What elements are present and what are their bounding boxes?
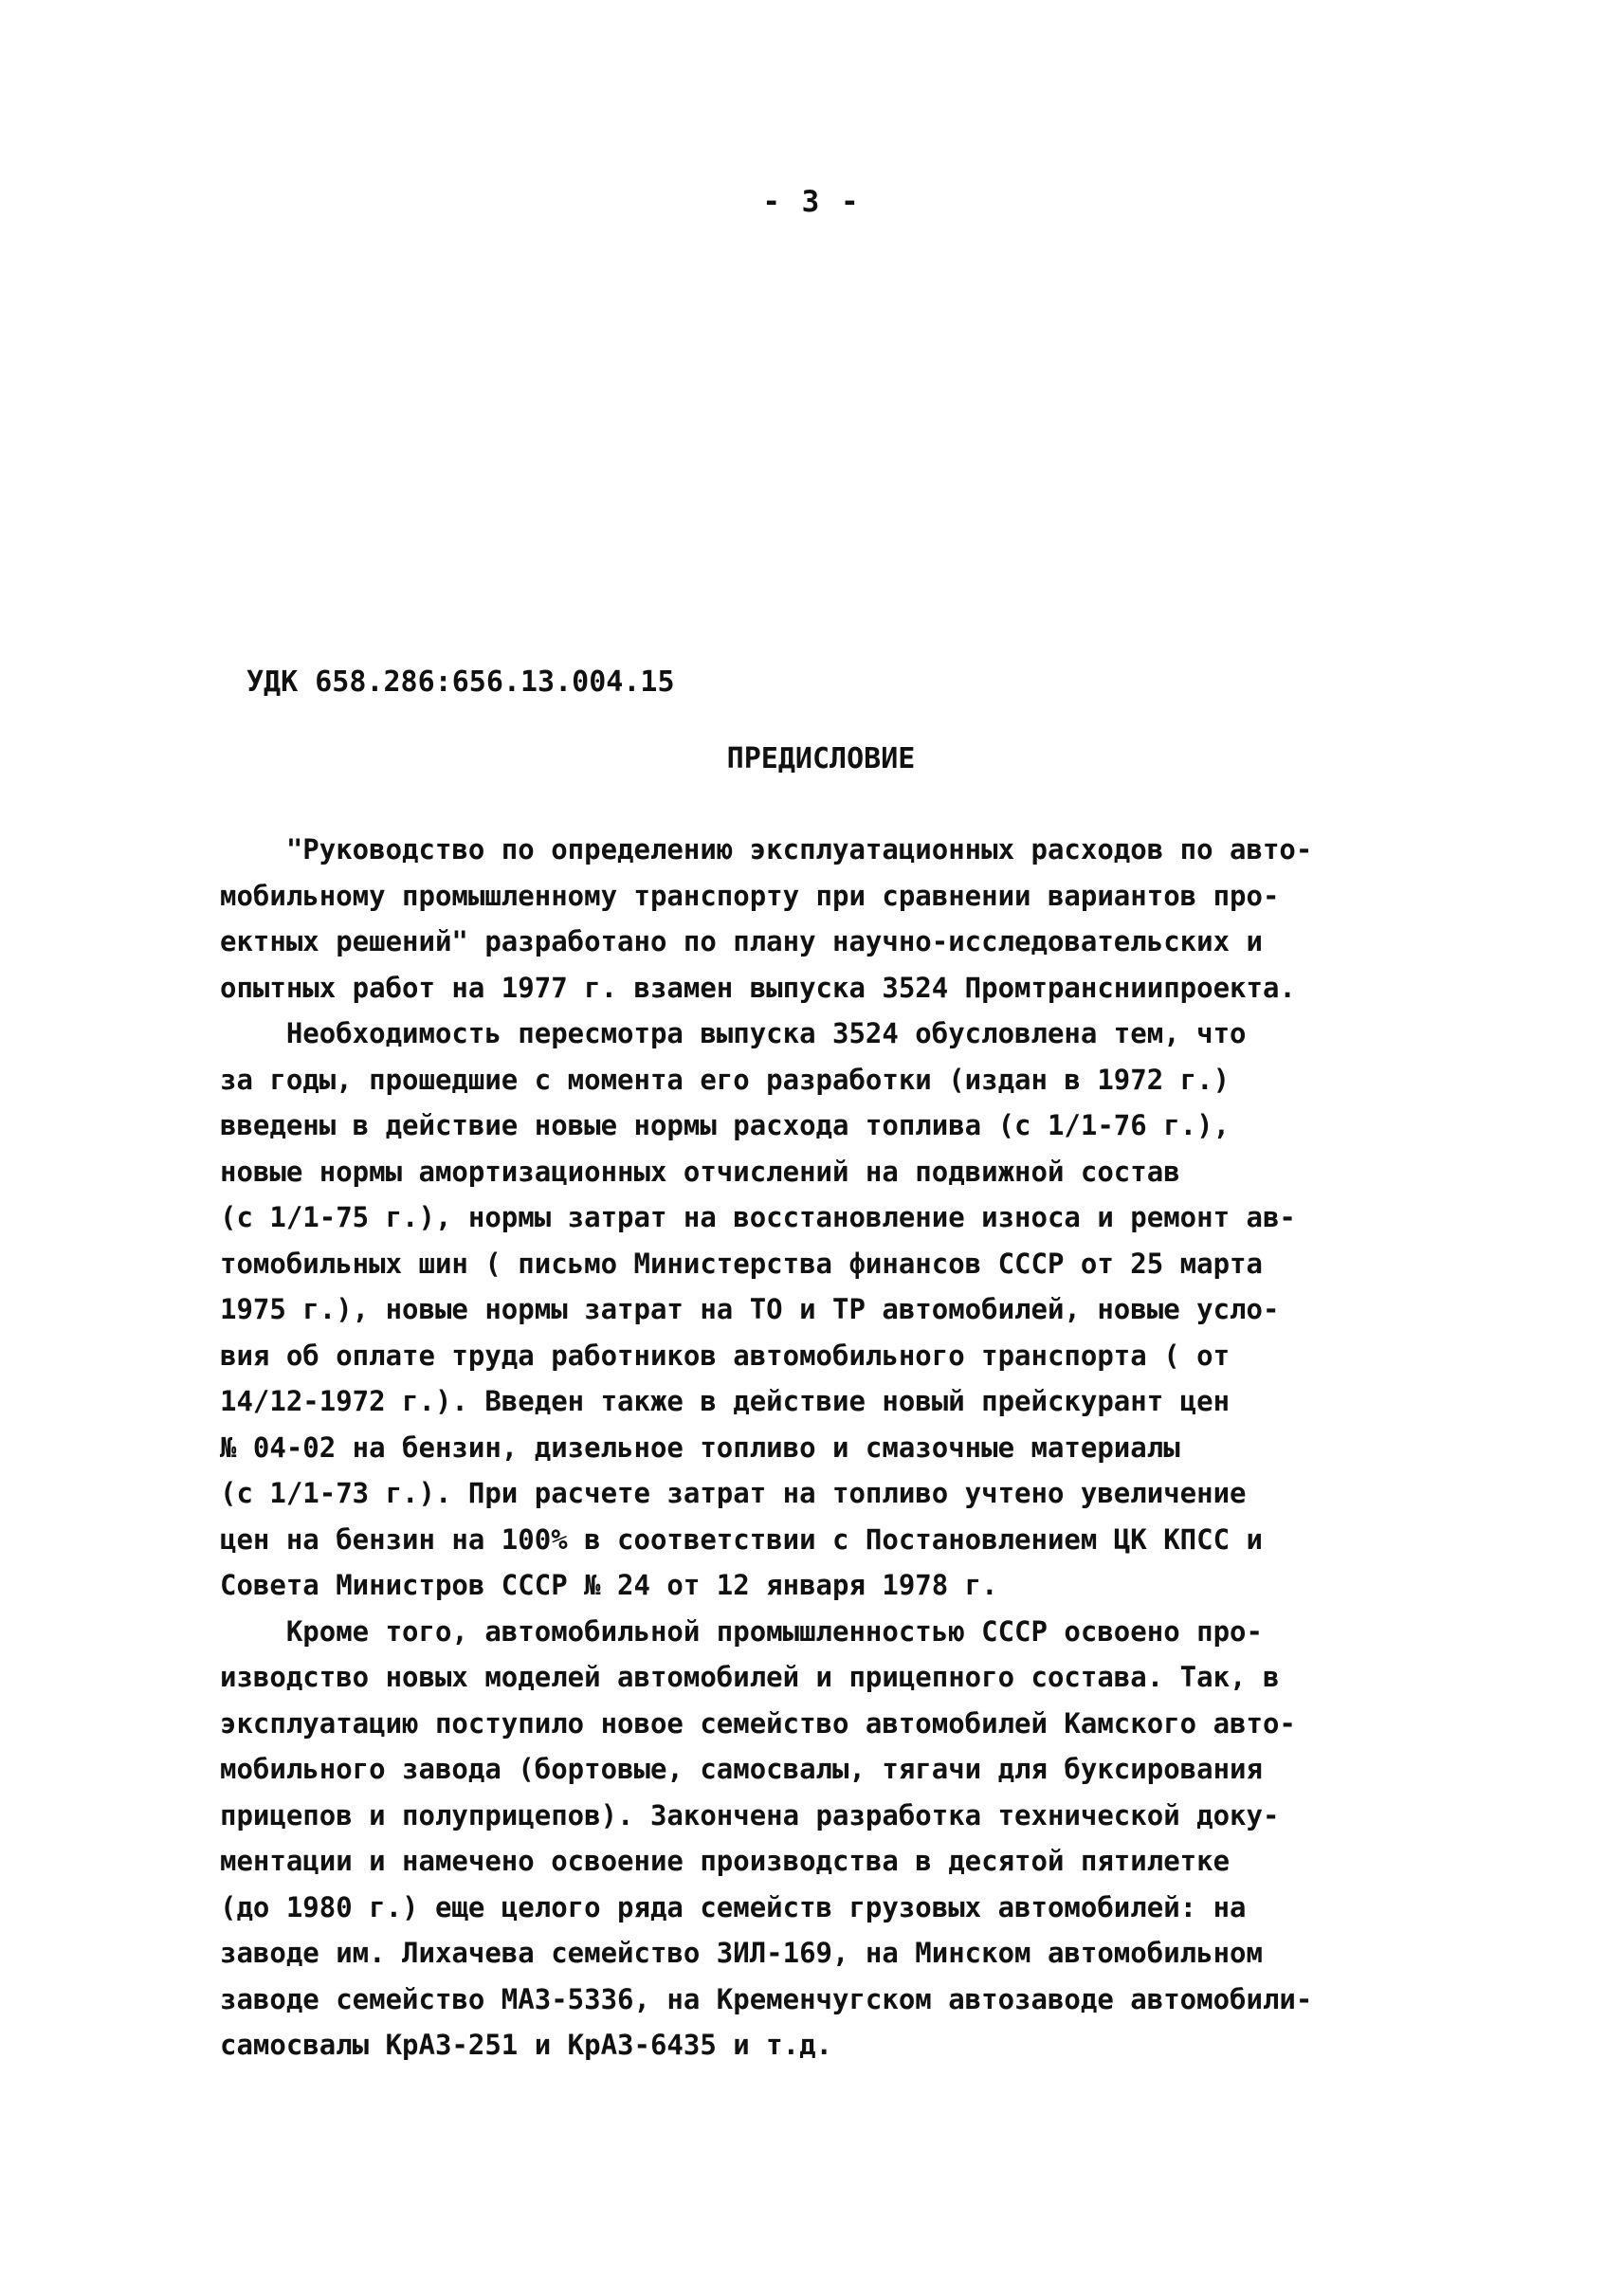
text-line: мобильного завода (бортовые, самосвалы, тягачи для буксирования <box>220 1753 1263 1785</box>
text-line: введены в действие новые нормы расхода топлива (с 1/1-76 г.), <box>220 1109 1231 1141</box>
text-line: 1975 г.), новые нормы затрат на ТО и ТР автомобилей, новые усло- <box>220 1293 1280 1325</box>
udc-code: УДК 658.286:656.13.004.15 <box>246 665 675 699</box>
text-line: изводство новых моделей автомобилей и прицепного состава. Так, в <box>220 1661 1280 1693</box>
text-line: эксплуатацию поступило новое семейство автомобилей Камского авто- <box>220 1706 1296 1740</box>
text-line: заводе им. Лихачева семейство ЗИЛ-169, на Минском автомобильном <box>220 1937 1263 1969</box>
text-line: № 04-02 на бензин, дизельное топливо и смазочные материалы <box>220 1430 1180 1464</box>
text-line: за годы, прошедшие с момента его разработки (издан в 1972 г.) <box>220 1063 1231 1096</box>
text-line: мобильному промышленному транспорту при сравнении вариантов про- <box>220 879 1280 912</box>
text-line: (с 1/1-73 г.). При расчете затрат на топливо учтено увеличение <box>220 1477 1247 1509</box>
text-line: цен на бензин на 100% в соответствии с Постановлением ЦК КПСС и <box>220 1522 1263 1556</box>
text-line: томобильных шин ( письмо Министерства финансов СССР от 25 марта <box>220 1247 1263 1280</box>
body-text <box>220 827 1443 2068</box>
text-line: "Руководство по определению эксплуатационных расходов по авто- <box>220 833 1313 866</box>
text-line: заводе семейство МАЗ-5336, на Кременчугском автозаводе автомобили- <box>220 1982 1313 2015</box>
text-line: прицепов и полуприцепов). Закончена разработка технической доку- <box>220 1798 1280 1831</box>
section-heading: ПРЕДИСЛОВИЕ <box>726 742 916 775</box>
text-line: (с 1/1-75 г.), нормы затрат на восстановление износа и ремонт ав- <box>220 1201 1296 1233</box>
text-line: Совета Министров СССР № 24 от 12 января 1978 г. <box>220 1569 998 1601</box>
text-line: новые нормы амортизационных отчислений на подвижной состав <box>220 1155 1180 1188</box>
text-line: (до 1980 г.) еще целого ряда семейств грузовых автомобилей: на <box>220 1890 1247 1923</box>
text-line: Необходимость пересмотра выпуска 3524 обусловлена тем, что <box>220 1017 1247 1049</box>
text-line: вия об оплате труда работников автомобильного транспорта ( от <box>220 1339 1231 1372</box>
text-line: ектных решений" разработано по плану научно-исследовательских и <box>220 925 1263 957</box>
text-line: ментации и намечено освоение производства в десятой пятилетке <box>220 1845 1231 1877</box>
page-number: - 3 - <box>762 185 861 219</box>
text-line: опытных работ на 1977 г. взамен выпуска 3524 Промтрансниипроекта. <box>220 971 1296 1004</box>
text-line: самосвалы КрАЗ-251 и КрАЗ-6435 и т.д. <box>220 2029 833 2061</box>
text-line: 14/12-1972 г.). Введен также в действие новый прейскурант цен <box>220 1385 1231 1417</box>
text-line: Кроме того, автомобильной промышленностью СССР освоено про- <box>220 1614 1263 1648</box>
